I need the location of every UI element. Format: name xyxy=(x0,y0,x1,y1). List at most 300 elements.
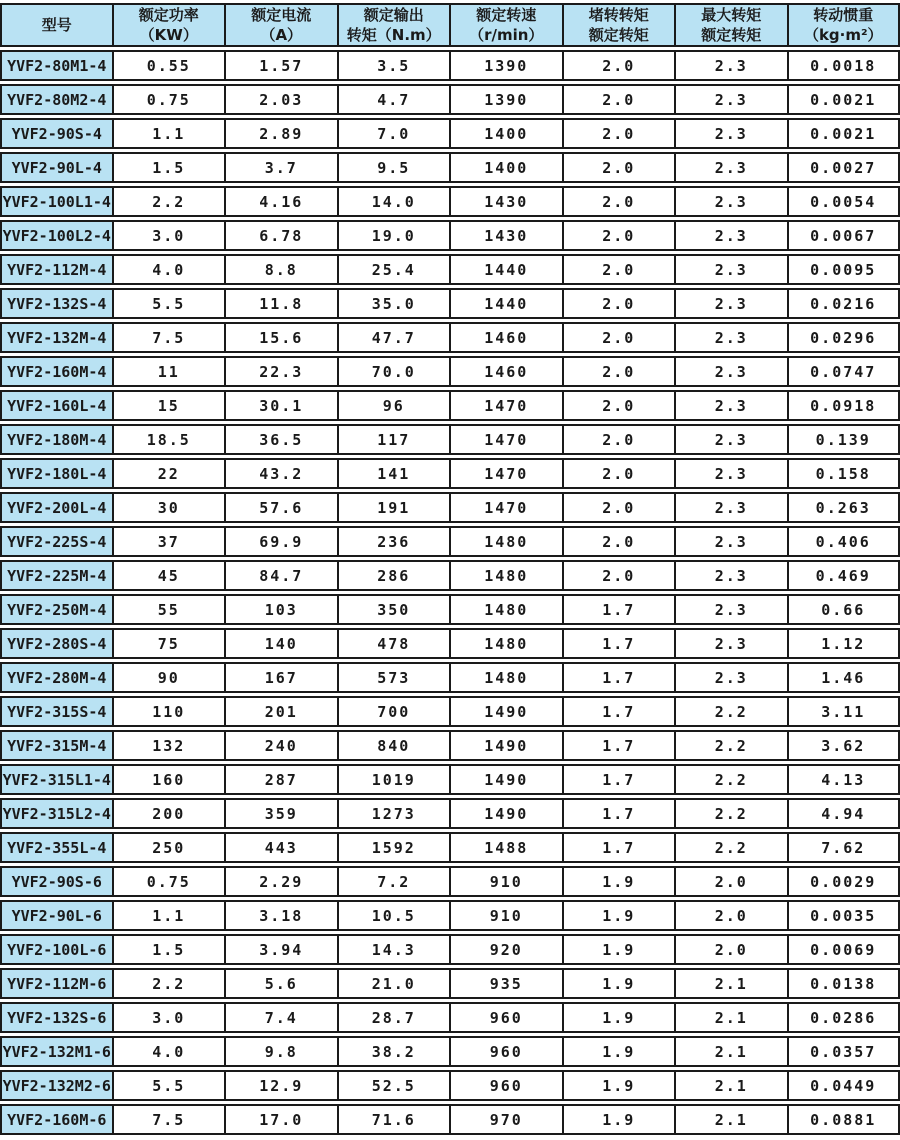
value-cell: 0.0067 xyxy=(788,220,900,251)
value-cell: 45 xyxy=(113,560,226,591)
table-row xyxy=(0,1002,900,1033)
value-cell: 1.5 xyxy=(113,152,226,183)
table-row xyxy=(0,152,900,183)
value-cell: 1.7 xyxy=(563,662,676,693)
value-cell: 52.5 xyxy=(338,1070,451,1101)
column-header-line: 额定功率 xyxy=(138,6,199,24)
value-cell: 573 xyxy=(338,662,451,693)
model-cell: YVF2-80M1-4 xyxy=(0,50,113,81)
table-row xyxy=(0,832,900,863)
value-cell: 1019 xyxy=(338,764,451,795)
value-cell: 1390 xyxy=(450,50,563,81)
value-cell: 15 xyxy=(113,390,226,421)
value-cell: 0.0029 xyxy=(788,866,900,897)
value-cell: 47.7 xyxy=(338,322,451,353)
column-header-0 xyxy=(0,3,113,47)
value-cell: 1440 xyxy=(450,254,563,285)
model-cell: YVF2-100L1-4 xyxy=(0,186,113,217)
value-cell: 4.94 xyxy=(788,798,900,829)
value-cell: 0.0054 xyxy=(788,186,900,217)
model-cell: YVF2-315M-4 xyxy=(0,730,113,761)
value-cell: 37 xyxy=(113,526,226,557)
value-cell: 132 xyxy=(113,730,226,761)
table-body xyxy=(0,50,900,1135)
value-cell: 2.3 xyxy=(675,152,788,183)
value-cell: 2.03 xyxy=(225,84,338,115)
model-cell: YVF2-90S-4 xyxy=(0,118,113,149)
value-cell: 0.0021 xyxy=(788,118,900,149)
table-row xyxy=(0,254,900,285)
table-row xyxy=(0,1036,900,1067)
value-cell: 2.3 xyxy=(675,424,788,455)
table-row xyxy=(0,424,900,455)
value-cell: 2.2 xyxy=(675,764,788,795)
table-row xyxy=(0,220,900,251)
value-cell: 2.2 xyxy=(113,968,226,999)
value-cell: 2.3 xyxy=(675,186,788,217)
model-cell: YVF2-80M2-4 xyxy=(0,84,113,115)
value-cell: 1.7 xyxy=(563,832,676,863)
value-cell: 1400 xyxy=(450,118,563,149)
value-cell: 14.3 xyxy=(338,934,451,965)
column-header-4 xyxy=(450,3,563,47)
value-cell: 1273 xyxy=(338,798,451,829)
value-cell: 2.0 xyxy=(563,492,676,523)
value-cell: 0.0747 xyxy=(788,356,900,387)
table-row xyxy=(0,730,900,761)
value-cell: 1480 xyxy=(450,594,563,625)
value-cell: 0.263 xyxy=(788,492,900,523)
value-cell: 1.9 xyxy=(563,866,676,897)
table-row xyxy=(0,764,900,795)
value-cell: 1.9 xyxy=(563,1002,676,1033)
table-row xyxy=(0,186,900,217)
value-cell: 2.29 xyxy=(225,866,338,897)
value-cell: 0.66 xyxy=(788,594,900,625)
value-cell: 1390 xyxy=(450,84,563,115)
value-cell: 840 xyxy=(338,730,451,761)
value-cell: 0.0018 xyxy=(788,50,900,81)
value-cell: 1.46 xyxy=(788,662,900,693)
value-cell: 1470 xyxy=(450,458,563,489)
value-cell: 910 xyxy=(450,900,563,931)
value-cell: 11 xyxy=(113,356,226,387)
value-cell: 90 xyxy=(113,662,226,693)
value-cell: 287 xyxy=(225,764,338,795)
value-cell: 0.0138 xyxy=(788,968,900,999)
value-cell: 7.4 xyxy=(225,1002,338,1033)
column-header-line: 额定转矩 xyxy=(701,26,762,44)
value-cell: 36.5 xyxy=(225,424,338,455)
value-cell: 1430 xyxy=(450,186,563,217)
value-cell: 57.6 xyxy=(225,492,338,523)
model-cell: YVF2-315L1-4 xyxy=(0,764,113,795)
value-cell: 2.3 xyxy=(675,628,788,659)
value-cell: 2.3 xyxy=(675,84,788,115)
value-cell: 71.6 xyxy=(338,1104,451,1135)
model-cell: YVF2-90S-6 xyxy=(0,866,113,897)
table-row xyxy=(0,356,900,387)
table-row xyxy=(0,288,900,319)
value-cell: 2.3 xyxy=(675,594,788,625)
value-cell: 0.0069 xyxy=(788,934,900,965)
column-header-line: （A） xyxy=(260,26,303,44)
value-cell: 3.62 xyxy=(788,730,900,761)
value-cell: 70.0 xyxy=(338,356,451,387)
value-cell: 55 xyxy=(113,594,226,625)
value-cell: 2.3 xyxy=(675,390,788,421)
value-cell: 35.0 xyxy=(338,288,451,319)
value-cell: 1592 xyxy=(338,832,451,863)
value-cell: 10.5 xyxy=(338,900,451,931)
table-row xyxy=(0,900,900,931)
value-cell: 1.9 xyxy=(563,900,676,931)
model-cell: YVF2-90L-4 xyxy=(0,152,113,183)
model-cell: YVF2-100L-6 xyxy=(0,934,113,965)
value-cell: 2.0 xyxy=(563,50,676,81)
column-header-line: （kg·m²） xyxy=(803,26,883,44)
model-cell: YVF2-315S-4 xyxy=(0,696,113,727)
value-cell: 2.3 xyxy=(675,356,788,387)
model-cell: YVF2-280S-4 xyxy=(0,628,113,659)
table-header xyxy=(0,3,900,47)
model-cell: YVF2-90L-6 xyxy=(0,900,113,931)
value-cell: 167 xyxy=(225,662,338,693)
model-cell: YVF2-225M-4 xyxy=(0,560,113,591)
value-cell: 236 xyxy=(338,526,451,557)
value-cell: 0.0357 xyxy=(788,1036,900,1067)
value-cell: 5.5 xyxy=(113,288,226,319)
model-cell: YVF2-132M-4 xyxy=(0,322,113,353)
value-cell: 28.7 xyxy=(338,1002,451,1033)
value-cell: 4.0 xyxy=(113,254,226,285)
value-cell: 2.3 xyxy=(675,662,788,693)
value-cell: 4.7 xyxy=(338,84,451,115)
table-row xyxy=(0,696,900,727)
table-row xyxy=(0,1104,900,1135)
value-cell: 2.89 xyxy=(225,118,338,149)
table-row xyxy=(0,118,900,149)
value-cell: 25.4 xyxy=(338,254,451,285)
value-cell: 7.0 xyxy=(338,118,451,149)
model-cell: YVF2-200L-4 xyxy=(0,492,113,523)
value-cell: 960 xyxy=(450,1036,563,1067)
value-cell: 1.7 xyxy=(563,730,676,761)
value-cell: 4.13 xyxy=(788,764,900,795)
value-cell: 117 xyxy=(338,424,451,455)
value-cell: 2.0 xyxy=(563,254,676,285)
value-cell: 2.3 xyxy=(675,458,788,489)
table-row xyxy=(0,458,900,489)
table-row xyxy=(0,560,900,591)
value-cell: 2.1 xyxy=(675,1070,788,1101)
value-cell: 1490 xyxy=(450,764,563,795)
value-cell: 200 xyxy=(113,798,226,829)
value-cell: 2.0 xyxy=(563,84,676,115)
value-cell: 1400 xyxy=(450,152,563,183)
value-cell: 0.75 xyxy=(113,866,226,897)
model-cell: YVF2-180L-4 xyxy=(0,458,113,489)
value-cell: 7.62 xyxy=(788,832,900,863)
value-cell: 0.0286 xyxy=(788,1002,900,1033)
column-header-line: 额定输出 xyxy=(363,6,424,24)
value-cell: 160 xyxy=(113,764,226,795)
value-cell: 3.7 xyxy=(225,152,338,183)
value-cell: 0.0095 xyxy=(788,254,900,285)
value-cell: 22 xyxy=(113,458,226,489)
value-cell: 9.8 xyxy=(225,1036,338,1067)
value-cell: 1490 xyxy=(450,730,563,761)
value-cell: 2.1 xyxy=(675,968,788,999)
value-cell: 1430 xyxy=(450,220,563,251)
value-cell: 2.1 xyxy=(675,1002,788,1033)
value-cell: 960 xyxy=(450,1002,563,1033)
value-cell: 1480 xyxy=(450,560,563,591)
table-row xyxy=(0,798,900,829)
model-cell: YVF2-355L-4 xyxy=(0,832,113,863)
value-cell: 1.1 xyxy=(113,900,226,931)
value-cell: 1440 xyxy=(450,288,563,319)
value-cell: 1490 xyxy=(450,696,563,727)
table-row xyxy=(0,526,900,557)
value-cell: 2.2 xyxy=(675,696,788,727)
value-cell: 96 xyxy=(338,390,451,421)
value-cell: 3.0 xyxy=(113,220,226,251)
column-header-1 xyxy=(113,3,226,47)
value-cell: 0.0021 xyxy=(788,84,900,115)
model-cell: YVF2-280M-4 xyxy=(0,662,113,693)
value-cell: 2.0 xyxy=(563,288,676,319)
value-cell: 2.3 xyxy=(675,526,788,557)
column-header-line: （r/min） xyxy=(469,26,544,44)
table-row xyxy=(0,50,900,81)
value-cell: 1.57 xyxy=(225,50,338,81)
value-cell: 2.0 xyxy=(563,118,676,149)
value-cell: 0.139 xyxy=(788,424,900,455)
table-row xyxy=(0,322,900,353)
column-header-line: 额定转速 xyxy=(476,6,537,24)
model-cell: YVF2-132M1-6 xyxy=(0,1036,113,1067)
value-cell: 1.7 xyxy=(563,798,676,829)
value-cell: 0.0027 xyxy=(788,152,900,183)
value-cell: 22.3 xyxy=(225,356,338,387)
value-cell: 920 xyxy=(450,934,563,965)
value-cell: 9.5 xyxy=(338,152,451,183)
value-cell: 1.7 xyxy=(563,594,676,625)
column-header-line: 转矩（N.m） xyxy=(346,26,441,44)
value-cell: 1.7 xyxy=(563,628,676,659)
table-row xyxy=(0,934,900,965)
value-cell: 2.3 xyxy=(675,220,788,251)
value-cell: 2.3 xyxy=(675,118,788,149)
value-cell: 960 xyxy=(450,1070,563,1101)
value-cell: 1490 xyxy=(450,798,563,829)
value-cell: 7.2 xyxy=(338,866,451,897)
column-header-line: 型号 xyxy=(41,16,72,34)
model-cell: YVF2-315L2-4 xyxy=(0,798,113,829)
value-cell: 5.5 xyxy=(113,1070,226,1101)
model-cell: YVF2-160L-4 xyxy=(0,390,113,421)
value-cell: 30 xyxy=(113,492,226,523)
value-cell: 4.16 xyxy=(225,186,338,217)
value-cell: 69.9 xyxy=(225,526,338,557)
value-cell: 2.3 xyxy=(675,560,788,591)
table-row xyxy=(0,628,900,659)
table-row xyxy=(0,866,900,897)
value-cell: 1488 xyxy=(450,832,563,863)
model-cell: YVF2-225S-4 xyxy=(0,526,113,557)
value-cell: 1460 xyxy=(450,356,563,387)
value-cell: 2.3 xyxy=(675,254,788,285)
value-cell: 6.78 xyxy=(225,220,338,251)
model-cell: YVF2-112M-4 xyxy=(0,254,113,285)
value-cell: 0.0449 xyxy=(788,1070,900,1101)
column-header-line: （KW） xyxy=(139,26,198,44)
value-cell: 1.5 xyxy=(113,934,226,965)
column-header-6 xyxy=(675,3,788,47)
value-cell: 0.75 xyxy=(113,84,226,115)
column-header-line: 最大转矩 xyxy=(701,6,762,24)
table-row xyxy=(0,594,900,625)
value-cell: 0.158 xyxy=(788,458,900,489)
value-cell: 2.3 xyxy=(675,50,788,81)
value-cell: 12.9 xyxy=(225,1070,338,1101)
model-cell: YVF2-132M2-6 xyxy=(0,1070,113,1101)
value-cell: 2.2 xyxy=(113,186,226,217)
value-cell: 1.9 xyxy=(563,1104,676,1135)
value-cell: 14.0 xyxy=(338,186,451,217)
value-cell: 5.6 xyxy=(225,968,338,999)
column-header-3 xyxy=(338,3,451,47)
value-cell: 141 xyxy=(338,458,451,489)
column-header-2 xyxy=(225,3,338,47)
value-cell: 970 xyxy=(450,1104,563,1135)
model-cell: YVF2-160M-6 xyxy=(0,1104,113,1135)
value-cell: 201 xyxy=(225,696,338,727)
column-header-line: 额定转矩 xyxy=(588,26,649,44)
value-cell: 250 xyxy=(113,832,226,863)
value-cell: 2.0 xyxy=(563,220,676,251)
value-cell: 1.9 xyxy=(563,1070,676,1101)
value-cell: 935 xyxy=(450,968,563,999)
value-cell: 1.7 xyxy=(563,696,676,727)
value-cell: 1470 xyxy=(450,390,563,421)
value-cell: 700 xyxy=(338,696,451,727)
value-cell: 350 xyxy=(338,594,451,625)
value-cell: 2.0 xyxy=(563,322,676,353)
value-cell: 2.0 xyxy=(563,186,676,217)
value-cell: 75 xyxy=(113,628,226,659)
value-cell: 2.0 xyxy=(563,526,676,557)
value-cell: 3.5 xyxy=(338,50,451,81)
value-cell: 0.406 xyxy=(788,526,900,557)
value-cell: 3.11 xyxy=(788,696,900,727)
value-cell: 2.2 xyxy=(675,798,788,829)
table-row xyxy=(0,662,900,693)
value-cell: 4.0 xyxy=(113,1036,226,1067)
value-cell: 140 xyxy=(225,628,338,659)
value-cell: 0.469 xyxy=(788,560,900,591)
value-cell: 2.1 xyxy=(675,1036,788,1067)
value-cell: 2.2 xyxy=(675,832,788,863)
value-cell: 2.3 xyxy=(675,322,788,353)
value-cell: 0.0918 xyxy=(788,390,900,421)
value-cell: 84.7 xyxy=(225,560,338,591)
model-cell: YVF2-132S-6 xyxy=(0,1002,113,1033)
value-cell: 2.0 xyxy=(675,934,788,965)
value-cell: 240 xyxy=(225,730,338,761)
value-cell: 7.5 xyxy=(113,1104,226,1135)
value-cell: 2.2 xyxy=(675,730,788,761)
column-header-line: 额定电流 xyxy=(251,6,312,24)
value-cell: 1460 xyxy=(450,322,563,353)
value-cell: 1480 xyxy=(450,526,563,557)
model-cell: YVF2-100L2-4 xyxy=(0,220,113,251)
value-cell: 1.9 xyxy=(563,934,676,965)
value-cell: 478 xyxy=(338,628,451,659)
value-cell: 19.0 xyxy=(338,220,451,251)
value-cell: 2.3 xyxy=(675,492,788,523)
value-cell: 17.0 xyxy=(225,1104,338,1135)
value-cell: 3.0 xyxy=(113,1002,226,1033)
value-cell: 2.0 xyxy=(675,866,788,897)
value-cell: 2.0 xyxy=(563,152,676,183)
value-cell: 1.9 xyxy=(563,968,676,999)
table-row xyxy=(0,390,900,421)
value-cell: 110 xyxy=(113,696,226,727)
value-cell: 286 xyxy=(338,560,451,591)
value-cell: 0.0296 xyxy=(788,322,900,353)
value-cell: 1.1 xyxy=(113,118,226,149)
value-cell: 1.9 xyxy=(563,1036,676,1067)
value-cell: 2.0 xyxy=(563,458,676,489)
table-row xyxy=(0,1070,900,1101)
value-cell: 1470 xyxy=(450,424,563,455)
value-cell: 21.0 xyxy=(338,968,451,999)
value-cell: 1480 xyxy=(450,628,563,659)
value-cell: 2.0 xyxy=(675,900,788,931)
model-cell: YVF2-250M-4 xyxy=(0,594,113,625)
value-cell: 38.2 xyxy=(338,1036,451,1067)
value-cell: 0.0881 xyxy=(788,1104,900,1135)
value-cell: 443 xyxy=(225,832,338,863)
value-cell: 1480 xyxy=(450,662,563,693)
model-cell: YVF2-132S-4 xyxy=(0,288,113,319)
column-header-5 xyxy=(563,3,676,47)
value-cell: 2.3 xyxy=(675,288,788,319)
value-cell: 0.0035 xyxy=(788,900,900,931)
value-cell: 191 xyxy=(338,492,451,523)
value-cell: 1.7 xyxy=(563,764,676,795)
model-cell: YVF2-112M-6 xyxy=(0,968,113,999)
model-cell: YVF2-160M-4 xyxy=(0,356,113,387)
value-cell: 910 xyxy=(450,866,563,897)
value-cell: 43.2 xyxy=(225,458,338,489)
value-cell: 2.1 xyxy=(675,1104,788,1135)
value-cell: 2.0 xyxy=(563,424,676,455)
value-cell: 1470 xyxy=(450,492,563,523)
value-cell: 2.0 xyxy=(563,356,676,387)
table-row xyxy=(0,968,900,999)
column-header-line: 堵转转矩 xyxy=(588,6,649,24)
value-cell: 3.94 xyxy=(225,934,338,965)
column-header-line: 转动惯重 xyxy=(813,6,874,24)
value-cell: 2.0 xyxy=(563,390,676,421)
header-row xyxy=(0,3,900,47)
value-cell: 1.12 xyxy=(788,628,900,659)
value-cell: 103 xyxy=(225,594,338,625)
value-cell: 15.6 xyxy=(225,322,338,353)
